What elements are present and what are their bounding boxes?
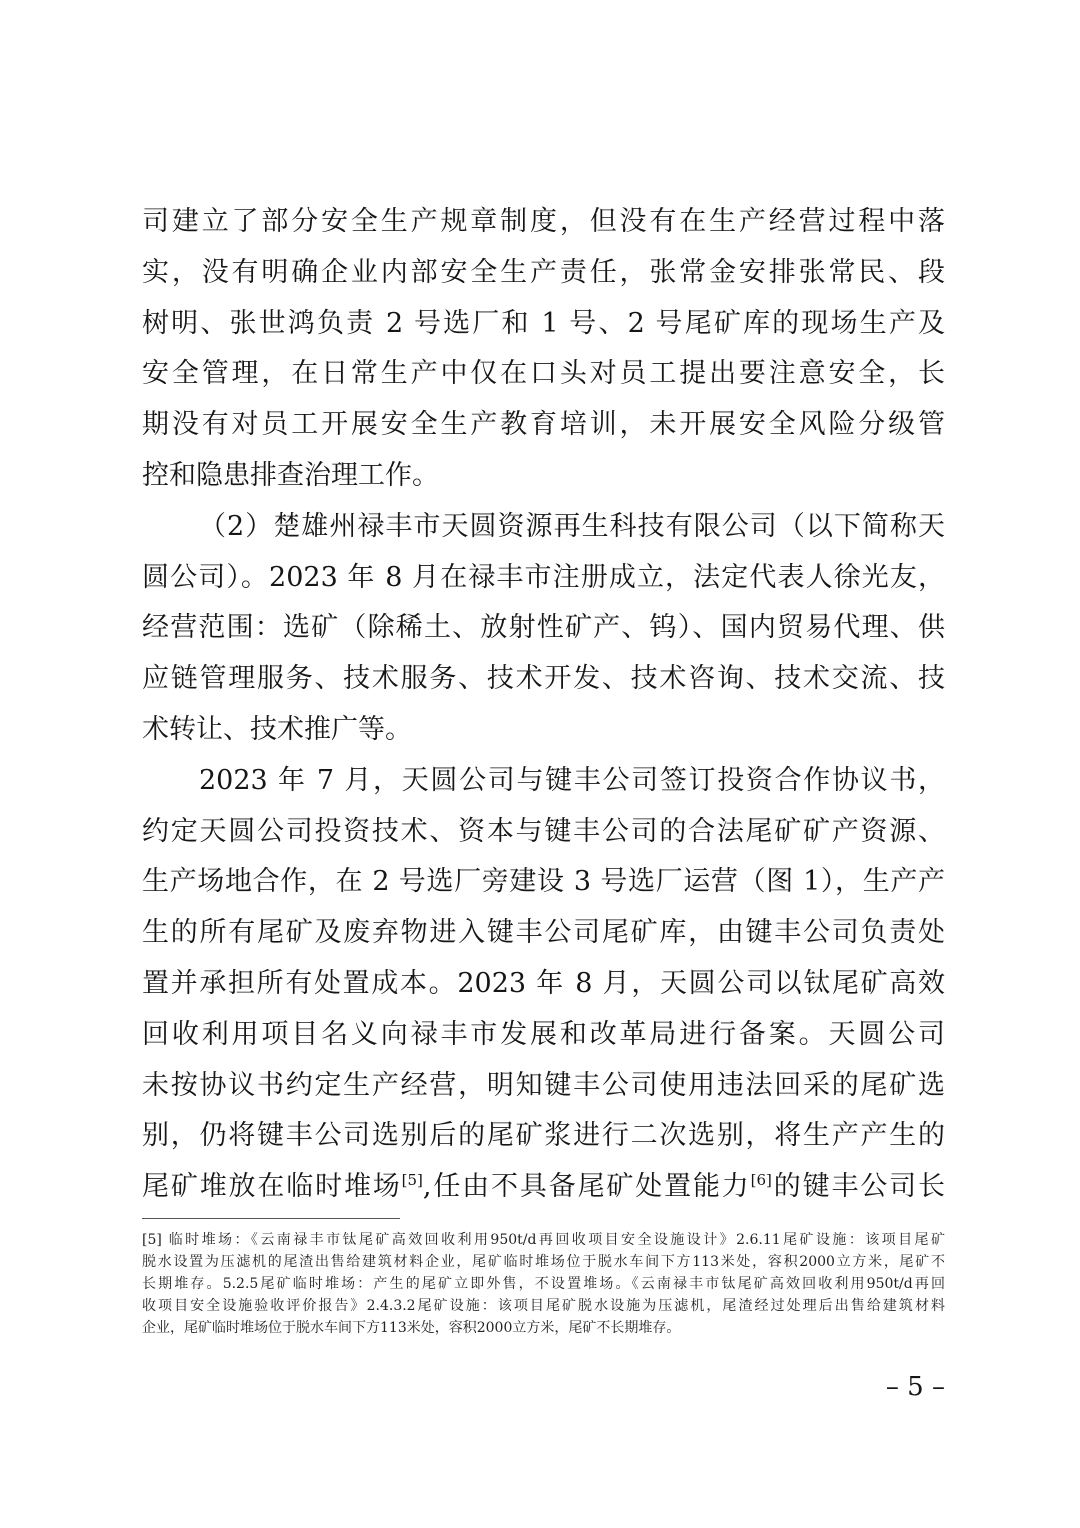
body-line: 别，仍将键丰公司选别后的尾矿浆进行二次选别，将生产产生的 — [142, 1120, 945, 1152]
body-line: 回收利用项目名义向禄丰市发展和改革局进行备案。天圆公司 — [142, 1018, 945, 1050]
body-text — [142, 197, 945, 1213]
footnote-separator — [142, 1218, 400, 1219]
body-line: 约定天圆公司投资技术、资本与键丰公司的合法尾矿矿产资源、 — [142, 815, 945, 847]
footnote-line: 长期堆存。5.2.5尾矿临时堆场：产生的尾矿立即外售，不设置堆场。《云南禄丰市钛尾矿高效回收利用950t/d再回 — [142, 1276, 945, 1292]
body-line-text: 尾矿堆放在临时堆场 — [142, 1171, 402, 1203]
body-line: 期没有对员工开展安全生产教育培训，未开展安全风险分级管 — [142, 409, 945, 441]
body-line — [142, 1162, 945, 1213]
body-line: 应链管理服务、技术服务、技术开发、技术咨询、技术交流、技 — [142, 663, 945, 695]
footnote-line: 脱水设置为压滤机的尾渣出售给建筑材料企业，尾矿临时堆场位于脱水车间下方113米处，容积2000立方米，尾矿不 — [142, 1254, 945, 1270]
footnote-reference[interactable]: [6] — [750, 1171, 772, 1190]
footnote-line: [5] 临时堆场：《云南禄丰市钛尾矿高效回收利用950t/d再回收项目安全设施设计》2.6.11尾矿设施：该项目尾矿 — [142, 1232, 945, 1248]
body-line: （2）楚雄州禄丰市天圆资源再生科技有限公司（以下简称天 — [199, 510, 945, 542]
page-number: – 5 – — [885, 1372, 945, 1402]
footnote-line: 企业，尾矿临时堆场位于脱水车间下方113米处，容积2000立方米，尾矿不长期堆存。 — [142, 1320, 681, 1336]
body-line: 生的所有尾矿及废弃物进入键丰公司尾矿库，由键丰公司负责处 — [142, 917, 945, 949]
footnotes — [142, 1229, 945, 1339]
body-line: 2023 年 7 月，天圆公司与键丰公司签订投资合作协议书， — [199, 764, 945, 796]
body-line: 安全管理，在日常生产中仅在口头对员工提出要注意安全，长 — [142, 358, 945, 390]
body-line: 置并承担所有处置成本。2023 年 8 月，天圆公司以钛尾矿高效 — [142, 967, 945, 999]
footnote-line: 收项目安全设施验收评价报告》2.4.3.2尾矿设施：该项目尾矿脱水设施为压滤机，尾渣经过处理后出售给建筑材料 — [142, 1298, 945, 1314]
body-line: 生产场地合作，在 2 号选厂旁建设 3 号选厂运营（图 1），生产产 — [142, 866, 945, 898]
body-line-text: 的键丰公司长 — [771, 1171, 945, 1203]
body-line: 经营范围：选矿（除稀土、放射性矿产、钨）、国内贸易代理、供 — [142, 612, 945, 644]
body-line: 实，没有明确企业内部安全生产责任，张常金安排张常民、段 — [142, 256, 945, 288]
body-line: 术转让、技术推广等。 — [142, 713, 412, 745]
body-line: 控和隐患排查治理工作。 — [142, 459, 439, 491]
body-line: 未按协议书约定生产经营，明知键丰公司使用违法回采的尾矿选 — [142, 1069, 945, 1101]
body-line: 树明、张世鸿负责 2 号选厂和 1 号、2 号尾矿库的现场生产及 — [142, 307, 945, 339]
body-line-text: ,任由不具备尾矿处置能力 — [422, 1171, 751, 1203]
footnote-reference[interactable]: [5] — [401, 1171, 423, 1190]
body-line: 圆公司）。2023 年 8 月在禄丰市注册成立，法定代表人徐光友， — [142, 561, 945, 593]
body-line: 司建立了部分安全生产规章制度，但没有在生产经营过程中落 — [142, 206, 945, 237]
